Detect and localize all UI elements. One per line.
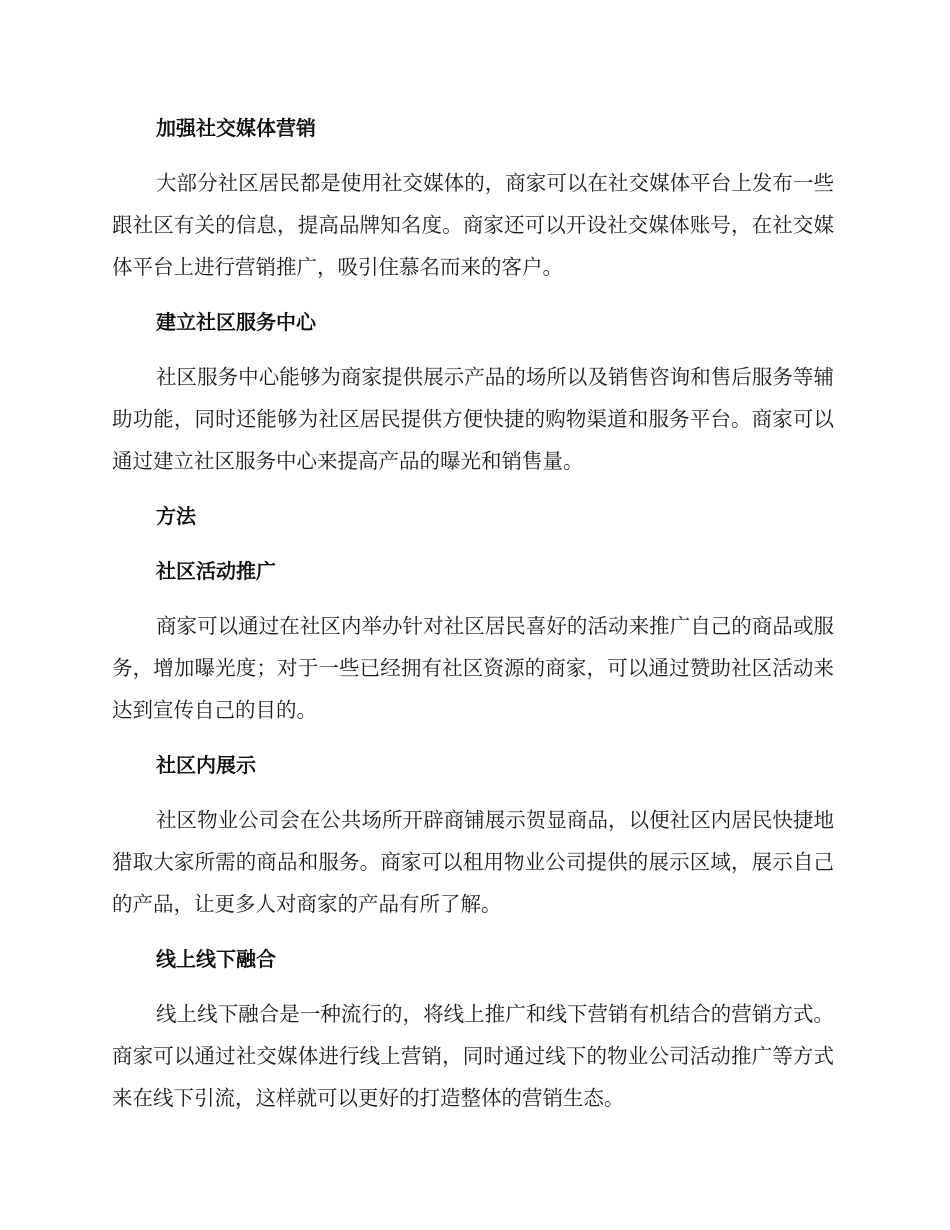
section-paragraph: 社区物业公司会在公共场所开辟商铺展示贺显商品，以便社区内居民快捷地猎取大家所需的商品和服务。商家可以租用物业公司提供的展示区域，展示自己的产品，让更多人对商家的产品有所了解。 <box>112 808 834 916</box>
section-paragraph: 线上线下融合是一种流行的，将线上推广和线下营销有机结合的营销方式。商家可以通过社交媒体进行线上营销，同时通过线下的物业公司活动推广等方式来在线下引流，这样就可以更好的打造整体的营销生态。 <box>112 1002 834 1110</box>
section-paragraph: 社区服务中心能够为商家提供展示产品的场所以及销售咨询和售后服务等辅助功能，同时还能够为社区居民提供方便快捷的购物渠道和服务平台。商家可以通过建立社区服务中心来提高产品的曝光和销售量。 <box>112 365 834 473</box>
section-heading: 社区内展示 <box>156 753 256 777</box>
section-heading: 加强社交媒体营销 <box>156 116 316 140</box>
section-heading: 建立社区服务中心 <box>156 310 316 334</box>
section-heading: 社区活动推广 <box>156 559 276 583</box>
section-heading: 线上线下融合 <box>156 947 276 971</box>
section-paragraph: 商家可以通过在社区内举办针对社区居民喜好的活动来推广自己的商品或服务，增加曝光度；对于一些已经拥有社区资源的商家，可以通过赞助社区活动来达到宣传自己的目的。 <box>112 614 834 722</box>
section-heading: 方法 <box>156 504 196 528</box>
section-paragraph: 大部分社区居民都是使用社交媒体的，商家可以在社交媒体平台上发布一些跟社区有关的信息，提高品牌知名度。商家还可以开设社交媒体账号，在社交媒体平台上进行营销推广，吸引住慕名而来的客户。 <box>112 171 834 279</box>
document-body <box>112 109 834 1119</box>
